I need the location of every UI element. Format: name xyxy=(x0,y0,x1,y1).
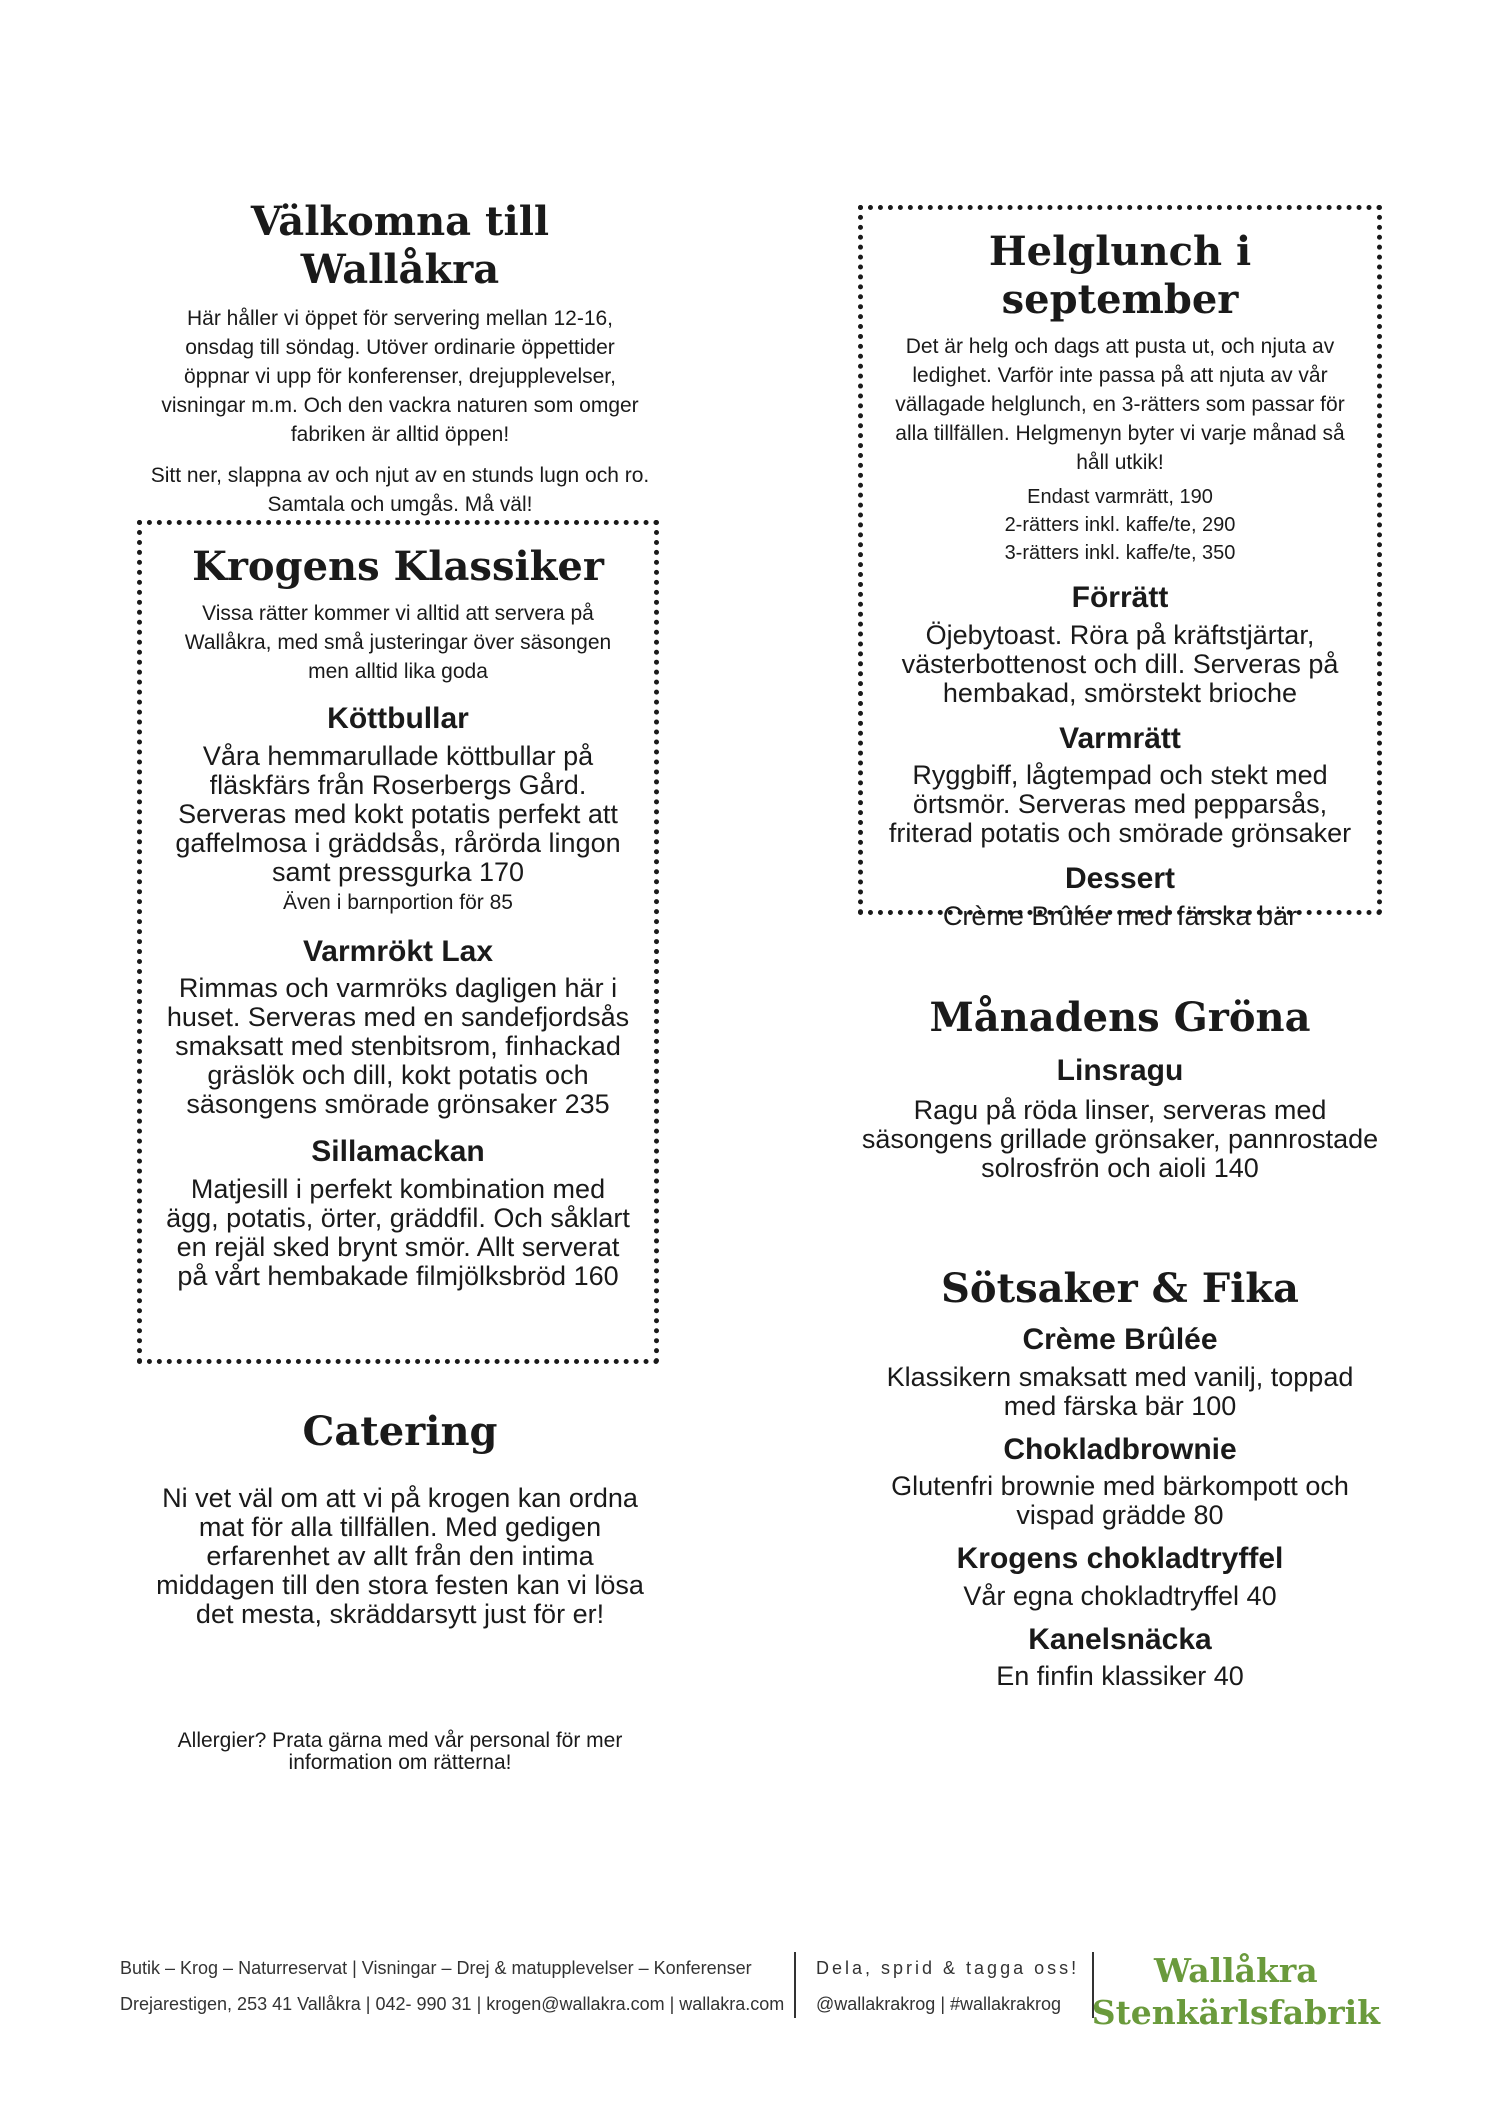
dish-note: Även i barnportion för 85 xyxy=(283,890,513,914)
fika-item-name: Chokladbrownie xyxy=(1003,1432,1237,1466)
dish-name: Köttbullar xyxy=(327,702,469,735)
course-description: Öjebytoast. Röra på kräftstjärtar, västerbottenost och dill. Serveras på hembakad, smörstekt brioche xyxy=(901,619,1339,708)
dish-description: Våra hemmarullade köttbullar på fläskfärs från Roserbergs Gård. Serveras med kokt potatis perfekt att gaffelmosa i gräddsås, rårörda lingon samt pressgurka 170 xyxy=(175,740,621,887)
fika-title: Sötsaker & Fika xyxy=(941,1265,1299,1312)
welcome-section xyxy=(150,198,650,519)
fika-item-description: Glutenfri brownie med bärkompott och vispad grädde 80 xyxy=(891,1471,1349,1530)
course-name: Förrätt xyxy=(1071,581,1169,614)
helglunch-intro: Det är helg och dags att pusta ut, och njuta av ledighet. Varför inte passa på att njuta av vår vällagade helglunch, en 3-rätters som passar för alla tillfällen. Helgmenyn byter vi varje månad så håll utkik! xyxy=(895,335,1345,474)
footer-services: Butik – Krog – Naturreservat | Visningar – Drej & matupplevelser – Konferenser xyxy=(120,1958,752,1978)
fika-item-description: Vår egna chokladtryffel 40 xyxy=(963,1580,1277,1611)
logo-line: Stenkärlsfabrik xyxy=(1091,1993,1380,2032)
footer-info xyxy=(120,1950,784,2022)
klassiker-intro: Vissa rätter kommer vi alltid att servera på Wallåkra, med små justeringar över säsongen men alltid lika goda xyxy=(184,602,612,683)
dish-description: Matjesill i perfekt kombination med ägg, potatis, örter, gräddfil. Och såklart en rejäl sked brynt smör. Allt serverat på vårt hembakade filmjölksbröd 160 xyxy=(166,1173,630,1291)
course-name: Dessert xyxy=(1064,862,1176,895)
allergy-note: Allergier? Prata gärna med vår personal för mer information om rätterna! xyxy=(177,1729,623,1774)
dish-description: Rimmas och varmröks dagligen här i huset. Serveras med en sandefjordsås smaksatt med stenbitsrom, finhackad gräslök och dill, kokt potatis och säsongens smörade grönsaker 235 xyxy=(166,973,630,1119)
price-item: 3-rätters inkl. kaffe/te, 350 xyxy=(1004,542,1236,564)
welcome-text: Här håller vi öppet för servering mellan 12-16, onsdag till söndag. Utöver ordinarie öppettider öppnar vi upp för konferenser, drejupplevelser, visningar m.m. Och den vackra naturen som omger fabriken är alltid öppen! xyxy=(161,307,639,446)
dish-name: Sillamackan xyxy=(311,1135,485,1168)
brand-logo xyxy=(1092,1950,1380,2034)
course-description: Crème Brûlée med färska bär xyxy=(942,900,1298,931)
footer-handles: @wallakrakrog | #wallakrakrog xyxy=(816,1994,1062,2014)
klassiker-title: Krogens Klassiker xyxy=(192,543,604,590)
grona-title: Månadens Gröna xyxy=(929,994,1311,1041)
helglunch-section xyxy=(858,205,1382,931)
welcome-title: Välkomna till Wallåkra xyxy=(250,198,550,293)
course-description: Ryggbiff, lågtempad och stekt med örtsmör. Serveras med pepparsås, friterad potatis och smörade grönsaker xyxy=(888,760,1352,848)
dish-name: Varmrökt Lax xyxy=(302,934,494,968)
fika-item-description: Klassikern smaksatt med vanilj, toppad med färska bär 100 xyxy=(886,1361,1354,1421)
grona-section xyxy=(860,994,1380,1183)
price-item: Endast varmrätt, 190 xyxy=(1027,486,1213,508)
catering-title: Catering xyxy=(302,1408,498,1455)
catering-text: Ni vet väl om att vi på krogen kan ordna mat för alla tillfällen. Med gedigen erfarenhet av allt från den intima middagen till den stora festen kan vi lösa det mesta, skräddarsytt just för er! xyxy=(156,1483,644,1629)
logo-line: Wallåkra xyxy=(1154,1951,1318,1990)
dish-name: Linsragu xyxy=(1056,1054,1184,1087)
fika-section xyxy=(860,1265,1380,1691)
fika-item-name: Crème Brûlée xyxy=(1022,1323,1218,1356)
price-list xyxy=(877,483,1363,567)
fika-item-name: Kanelsnäcka xyxy=(1028,1622,1212,1656)
footer xyxy=(120,1950,1380,2050)
klassiker-section xyxy=(137,520,659,1364)
footer-tagline: Dela, sprid & tagga oss! xyxy=(816,1958,1080,1978)
catering-section xyxy=(150,1408,650,1629)
footer-social xyxy=(816,1950,1079,2022)
price-item: 2-rätters inkl. kaffe/te, 290 xyxy=(1004,514,1236,536)
fika-item-name: Krogens chokladtryffel xyxy=(956,1542,1284,1575)
dish-description: Ragu på röda linser, serveras med säsongens grillade grönsaker, pannrostade solrosfrön och aioli 140 xyxy=(861,1094,1379,1183)
course-name: Varmrätt xyxy=(1059,721,1181,755)
footer-contact: Drejarestigen, 253 41 Vallåkra | 042- 990 31 | krogen@wallakra.com | wallakra.com xyxy=(120,1994,785,2014)
helglunch-title: Helglunch i september xyxy=(988,228,1252,323)
fika-item-description: En finfin klassiker 40 xyxy=(996,1661,1244,1691)
footer-divider xyxy=(794,1952,796,2018)
welcome-text-2: Sitt ner, slappna av och njut av en stunds lugn och ro. Samtala och umgås. Må väl! xyxy=(150,464,650,516)
